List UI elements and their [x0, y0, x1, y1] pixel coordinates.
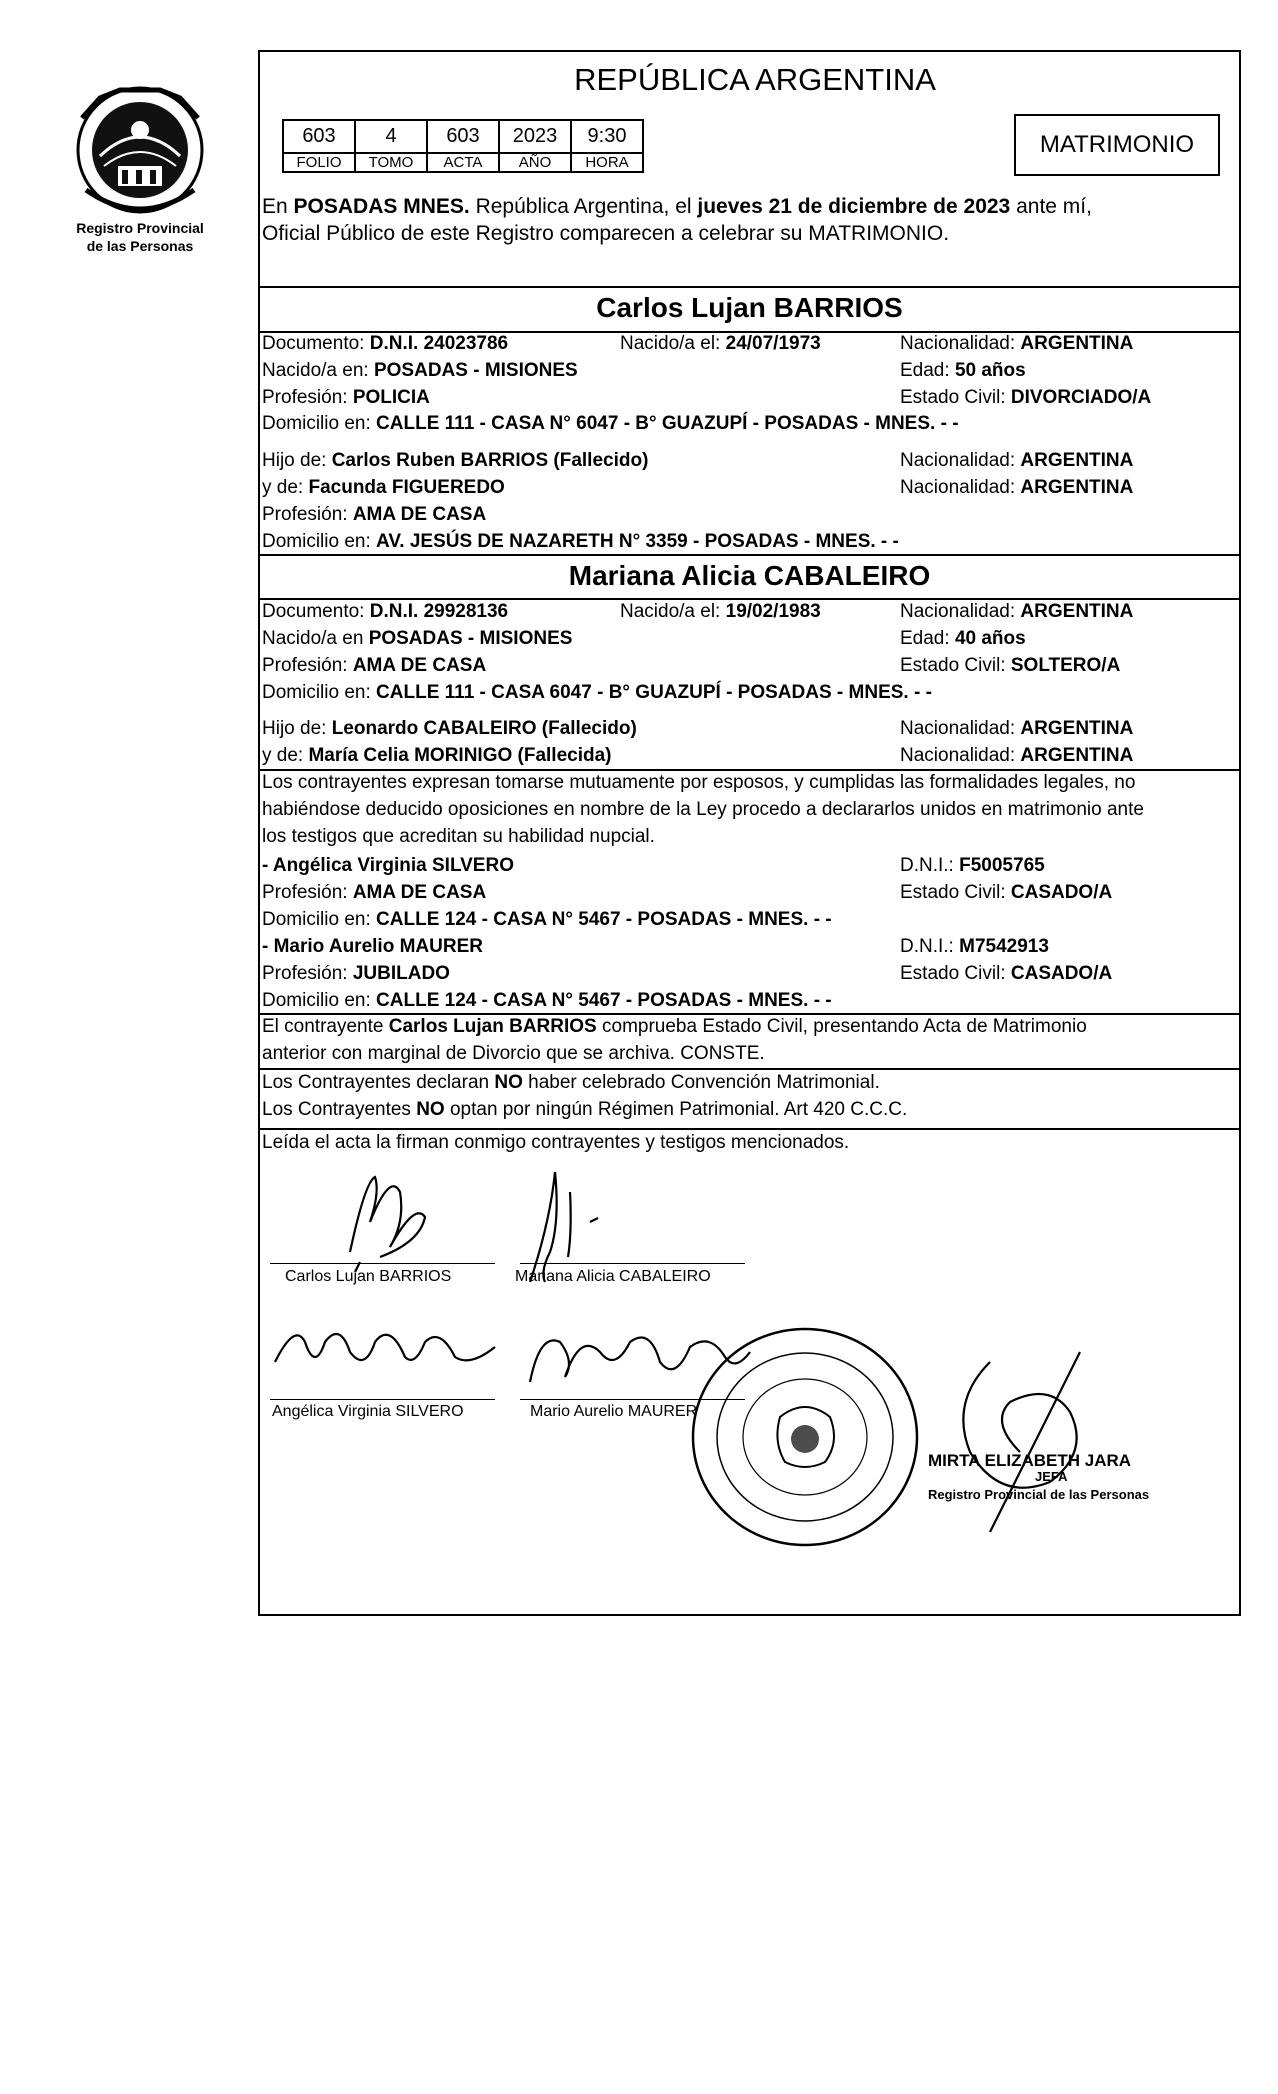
- value: ARGENTINA: [1020, 450, 1134, 471]
- intro-text: República Argentina, el: [469, 195, 698, 218]
- declaration-line-3: los testigos que acreditan su habilidad nupcial.: [262, 826, 655, 847]
- official-stamp-icon: [685, 1317, 925, 1557]
- spouse2-father-nationality: [900, 718, 1133, 740]
- clause-regime: [262, 1099, 907, 1121]
- text: El contrayente: [262, 1016, 389, 1037]
- text: Los Contrayentes declaran: [262, 1072, 495, 1093]
- spouse1-nationality: [900, 333, 1133, 355]
- value: AMA DE CASA: [352, 655, 487, 676]
- spouse1-parents-address: [262, 531, 899, 553]
- signature-line: [270, 1399, 495, 1400]
- witness2-civil-status: [900, 963, 1112, 985]
- label: Nacionalidad:: [900, 745, 1021, 766]
- value: POSADAS - MISIONES: [368, 628, 573, 649]
- label: Estado Civil:: [900, 963, 1011, 984]
- tomo-value: 4: [355, 120, 427, 153]
- spouse1-name: Carlos Lujan BARRIOS: [596, 292, 903, 323]
- spouse2-civil-status: [900, 655, 1120, 677]
- value: 24/07/1973: [725, 333, 821, 354]
- witness2-profession: [262, 963, 450, 985]
- value: AV. JESÚS DE NAZARETH N° 3359 - POSADAS - MNES. - -: [376, 531, 899, 552]
- signature-line: [270, 1263, 495, 1264]
- spouse2-birthplace: [262, 628, 572, 650]
- value: POLICIA: [352, 387, 430, 408]
- spouse1-birthplace: [262, 360, 578, 382]
- spouse2-birthdate: [620, 601, 821, 623]
- witness1-address: [262, 909, 832, 931]
- label: Profesión:: [262, 655, 353, 676]
- intro-text: ante mí,: [1010, 195, 1092, 218]
- signature-official: [930, 1342, 1150, 1542]
- note-line-1: [262, 1016, 1087, 1038]
- signature-name-angelica: Angélica Virginia SILVERO: [272, 1403, 464, 1420]
- signature-carlos: [320, 1162, 440, 1272]
- label: Nacionalidad:: [900, 477, 1021, 498]
- label: Nacionalidad:: [900, 718, 1021, 739]
- witness1-name: - Angélica Virginia SILVERO: [262, 855, 514, 876]
- text: NO: [416, 1099, 445, 1120]
- registry-logo: [60, 78, 220, 258]
- tomo-label: TOMO: [355, 153, 427, 172]
- hora-value: 9:30: [571, 120, 643, 153]
- spouse1-age: [900, 360, 1026, 382]
- folio-label: FOLIO: [283, 153, 355, 172]
- signature-angelica: [265, 1302, 515, 1382]
- document-title: REPÚBLICA ARGENTINA: [574, 62, 936, 97]
- value: 19/02/1983: [725, 601, 821, 622]
- value: POSADAS - MISIONES: [373, 360, 578, 381]
- label: Nacido/a el:: [620, 601, 726, 622]
- spouse2-document: [262, 601, 508, 623]
- spouse2-age: [900, 628, 1026, 650]
- label: y de:: [262, 477, 309, 498]
- label: Domicilio en:: [262, 413, 377, 434]
- official-org: Registro Provincial de las Personas: [928, 1487, 1150, 1502]
- label: Domicilio en:: [262, 531, 377, 552]
- value: ARGENTINA: [1020, 477, 1134, 498]
- label: Estado Civil:: [900, 882, 1011, 903]
- label: Edad:: [900, 360, 955, 381]
- label: Nacido/a en: [262, 628, 369, 649]
- value: ARGENTINA: [1020, 601, 1134, 622]
- value: ARGENTINA: [1020, 333, 1134, 354]
- text: optan por ningún Régimen Patrimonial. Art 420 C.C.C.: [444, 1099, 908, 1120]
- label: D.N.I.:: [900, 936, 960, 957]
- spouse1-birthdate: [620, 333, 821, 355]
- act-type-box: [1014, 114, 1220, 176]
- spouse1-civil-status: [900, 387, 1151, 409]
- value: Facunda FIGUEREDO: [308, 477, 505, 498]
- acta-value: 603: [427, 120, 499, 153]
- spouse1-document: [262, 333, 508, 355]
- divider: [260, 554, 1239, 556]
- value: JUBILADO: [352, 963, 450, 984]
- spouse1-mother: [262, 477, 505, 499]
- spouse1-mother-profession: [262, 504, 486, 526]
- witness1-civil-status: [900, 882, 1112, 904]
- value: CALLE 111 - CASA 6047 - B° GUAZUPÍ - POSADAS - MNES. - -: [376, 682, 932, 703]
- witness2-address: [262, 990, 832, 1012]
- registry-table: [282, 119, 644, 173]
- label: Documento:: [262, 601, 370, 622]
- value: Carlos Ruben BARRIOS (Fallecido): [331, 450, 649, 471]
- logo-caption-1: Registro Provincial: [76, 220, 204, 236]
- divider: [260, 286, 1239, 288]
- spouse1-mother-nationality: [900, 477, 1133, 499]
- spouse2-nationality: [900, 601, 1133, 623]
- value: CALLE 124 - CASA N° 5467 - POSADAS - MNES. - -: [376, 909, 832, 930]
- official-role: JEFA: [1035, 1469, 1068, 1484]
- signature-line: [520, 1263, 745, 1264]
- intro-line-2: Oficial Público de este Registro comparecen a celebrar su MATRIMONIO.: [262, 222, 950, 245]
- acta-label: ACTA: [427, 153, 499, 172]
- act-type-label: MATRIMONIO: [1039, 131, 1195, 158]
- value: 40 años: [954, 628, 1026, 649]
- label: Hijo de:: [262, 718, 332, 739]
- label: Hijo de:: [262, 450, 332, 471]
- label: Domicilio en:: [262, 909, 377, 930]
- divider: [260, 769, 1239, 771]
- value: F5005765: [959, 855, 1045, 876]
- official-name: MIRTA ELIZABETH JARA: [928, 1451, 1132, 1470]
- hora-label: HORA: [571, 153, 643, 172]
- folio-value: 603: [283, 120, 355, 153]
- anio-value: 2023: [499, 120, 571, 153]
- provincial-seal-icon: [60, 78, 220, 218]
- label: D.N.I.:: [900, 855, 960, 876]
- declaration-line-2: habiéndose deducido oposiciones en nombre de la Ley procedo a declararlos unidos en matrimonio ante: [262, 799, 1144, 820]
- value: CALLE 111 - CASA N° 6047 - B° GUAZUPÍ - POSADAS - MNES. - -: [376, 413, 959, 434]
- label: Profesión:: [262, 504, 353, 525]
- label: Profesión:: [262, 387, 353, 408]
- value: ARGENTINA: [1020, 745, 1134, 766]
- intro-place: POSADAS MNES.: [293, 195, 470, 218]
- label: y de:: [262, 745, 309, 766]
- label: Domicilio en:: [262, 682, 377, 703]
- label: Documento:: [262, 333, 370, 354]
- label: Domicilio en:: [262, 990, 377, 1011]
- text: NO: [494, 1072, 523, 1093]
- value: M7542913: [959, 936, 1049, 957]
- value: CALLE 124 - CASA N° 5467 - POSADAS - MNES. - -: [376, 990, 832, 1011]
- divider: [260, 1128, 1239, 1130]
- label: Estado Civil:: [900, 655, 1011, 676]
- divider: [260, 598, 1239, 600]
- text: haber celebrado Convención Matrimonial.: [522, 1072, 880, 1093]
- anio-label: AÑO: [499, 153, 571, 172]
- label: Edad:: [900, 628, 955, 649]
- value: AMA DE CASA: [352, 504, 487, 525]
- divider: [260, 1013, 1239, 1015]
- marriage-certificate: [258, 50, 1241, 1616]
- divider: [260, 1068, 1239, 1070]
- spouse2-profession: [262, 655, 486, 677]
- clause-convention: [262, 1072, 880, 1094]
- value: D.N.I. 24023786: [369, 333, 509, 354]
- signature-name-mariana: Mariana Alicia CABALEIRO: [515, 1268, 711, 1285]
- value: SOLTERO/A: [1010, 655, 1121, 676]
- label: Estado Civil:: [900, 387, 1011, 408]
- label: Nacionalidad:: [900, 333, 1021, 354]
- witness2-dni: [900, 936, 1049, 958]
- signature-name-carlos: Carlos Lujan BARRIOS: [285, 1268, 452, 1285]
- label: Nacido/a el:: [620, 333, 726, 354]
- witness1-profession: [262, 882, 486, 904]
- note-line-2: anterior con marginal de Divorcio que se archiva. CONSTE.: [262, 1043, 765, 1064]
- spouse2-address: [262, 682, 932, 704]
- spouse1-profession: [262, 387, 430, 409]
- spouse1-address: [262, 413, 959, 435]
- spouse2-mother: [262, 745, 612, 767]
- signature-name-mario: Mario Aurelio MAURER: [530, 1403, 698, 1420]
- spouse2-name: Mariana Alicia CABALEIRO: [568, 560, 931, 591]
- value: CASADO/A: [1010, 882, 1113, 903]
- value: DIVORCIADO/A: [1010, 387, 1152, 408]
- logo-caption-2: de las Personas: [86, 238, 194, 254]
- witness2-name: - Mario Aurelio MAURER: [262, 936, 483, 957]
- witness1-dni: [900, 855, 1045, 877]
- spouse1-father-nationality: [900, 450, 1133, 472]
- value: 50 años: [954, 360, 1026, 381]
- intro-text: En: [262, 195, 294, 218]
- spouse2-father: [262, 718, 637, 740]
- declaration-line-1: Los contrayentes expresan tomarse mutuamente por esposos, y cumplidas las formalidades legales, no: [262, 772, 1136, 793]
- label: Profesión:: [262, 963, 353, 984]
- text: Los Contrayentes: [262, 1099, 417, 1120]
- note-name: Carlos Lujan BARRIOS: [388, 1016, 597, 1037]
- intro-date: jueves 21 de diciembre de 2023: [697, 195, 1011, 218]
- value: Leonardo CABALEIRO (Fallecido): [331, 718, 637, 739]
- label: Nacionalidad:: [900, 601, 1021, 622]
- label: Nacionalidad:: [900, 450, 1021, 471]
- text: comprueba Estado Civil, presentando Acta de Matrimonio: [596, 1016, 1087, 1037]
- value: AMA DE CASA: [352, 882, 487, 903]
- spouse2-mother-nationality: [900, 745, 1133, 767]
- label: Nacido/a en:: [262, 360, 374, 381]
- value: María Celia MORINIGO (Fallecida): [308, 745, 612, 766]
- spouse1-father: [262, 450, 648, 472]
- value: CASADO/A: [1010, 963, 1113, 984]
- signatures-intro: Leída el acta la firman conmigo contrayentes y testigos mencionados.: [262, 1132, 850, 1153]
- intro-line-1: [262, 196, 1092, 218]
- label: Profesión:: [262, 882, 353, 903]
- value: D.N.I. 29928136: [369, 601, 509, 622]
- value: ARGENTINA: [1020, 718, 1134, 739]
